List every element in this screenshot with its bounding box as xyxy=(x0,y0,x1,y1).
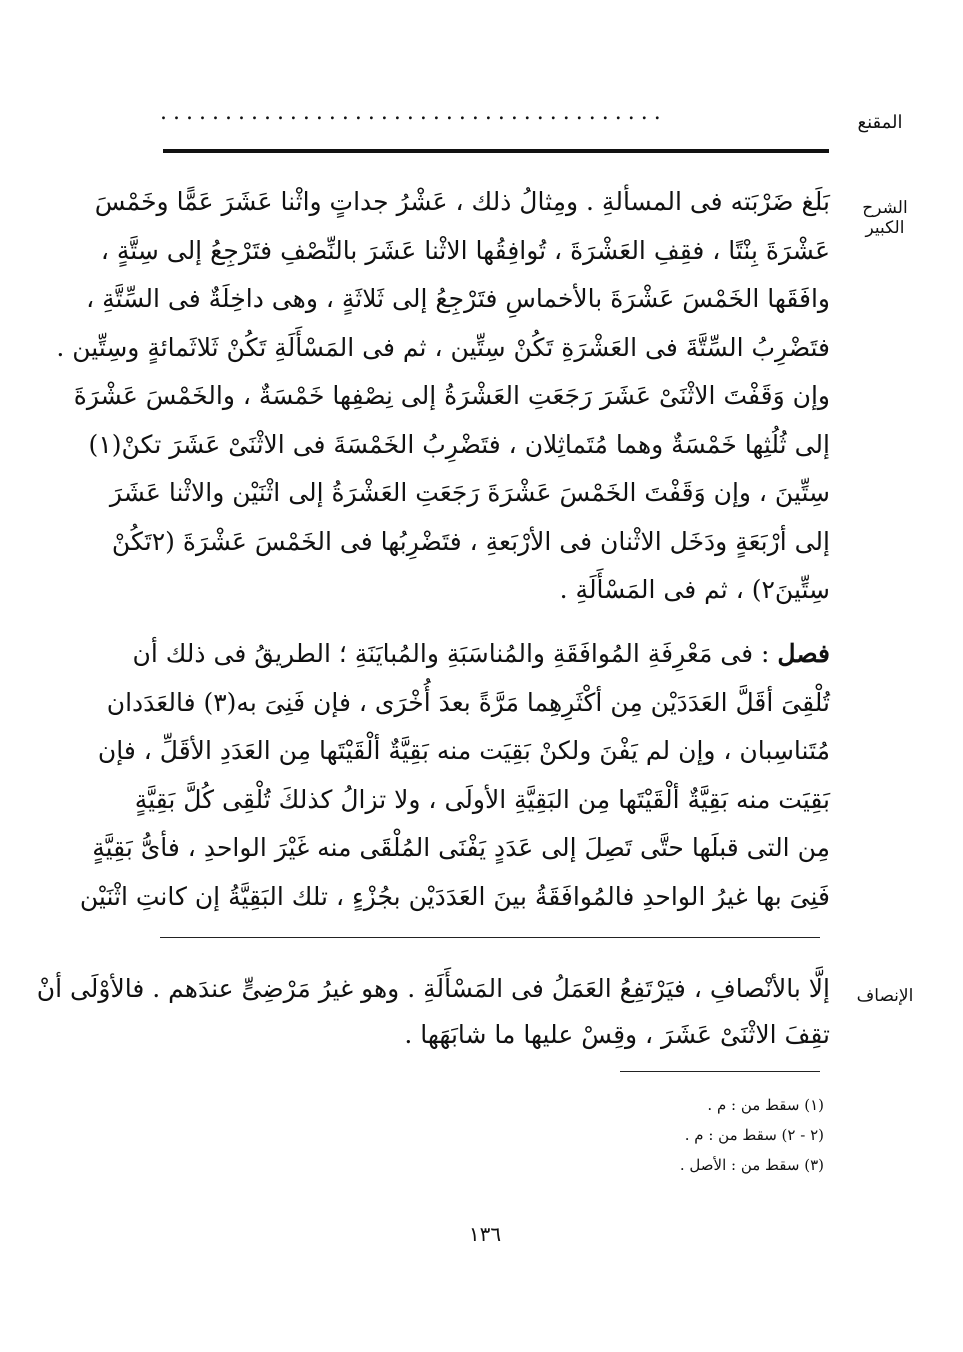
text-line: إلَّا بالأنْصافِ ، فيَرْتَفِعُ العَمَلُ فى المَسْأَلَةِ . وهو غيرُ مَرْضِىٍّ عندَهم . فالأوْلَى أنْ xyxy=(36,974,830,1003)
text-line: فَنِىَ بها غيرُ الواحدِ فالمُوافَقَةُ بينَ العَدَدَيْن بجُزْءٍ ، تلك البَقِيَّةُ إن كانتِ اثْنَيْن xyxy=(79,881,830,911)
header-title: المقنع xyxy=(857,112,903,133)
insaf-text xyxy=(36,966,830,1058)
footnotes xyxy=(560,1090,824,1180)
footnote-2: (٢ - ٢) سقط من : م . xyxy=(684,1126,824,1144)
fasl-line-text: : فى مَعْرِفَةِ المُوافَقَةِ والمُناسَبَةِ والمُبايَنَةِ ؛ الطريقُ فى ذلك أن xyxy=(132,639,770,668)
side-label-insaf: الإنصاف xyxy=(856,986,914,1006)
side-label-sharh: الشرح الكبير xyxy=(862,198,908,238)
text-line: فتَضْرِبُ السِّتَّةَ فى العَشْرَةِ تَكُنْ سِتِّين ، ثم فى المَسْأَلَةِ تَكُنْ ثَلاثَمائةٍ وسِتِّين . xyxy=(56,332,830,362)
fasl-heading: فصل xyxy=(777,639,830,668)
page-number: ١٣٦ xyxy=(468,1222,502,1246)
fasl-section xyxy=(79,630,830,921)
main-text xyxy=(56,178,830,615)
text-line: تُلْقِىَ أقَلَّ العَدَدَيْن مِن أكْثَرِهِما مَرَّةً بعدَ أُخْرَى ، فإن فَنِىَ به(٣) فالعَدَدان xyxy=(106,687,830,717)
text-line: عَشْرَةَ بِنْتًا ، فقِفِ العَشْرَةَ ، تُوافِقُها الاثْنا عَشَرَ بالنِّصْفِ فتَرْجِعُ إلى سِتَّةٍ ، xyxy=(100,235,830,265)
section-divider xyxy=(160,937,820,938)
footnote-3: (٣) سقط من : الأصل . xyxy=(679,1156,824,1174)
text-line: مُتَناسِبان ، وإن لم يَفْنَ ولكنْ بَقِيَت منه بَقِيَّةٌ ألْقَيْتَها مِن العَدَدِ الأقَلِّ ، فإن xyxy=(97,736,830,765)
text-line: مِن التى قبلَها حتَّى تَصِلَ إلى عَدَدٍ يَفْنَى المُلْقَى منه غَيْرَ الواحدِ ، فأىُّ بَقِيَّةٍ xyxy=(92,833,830,862)
text-line: وافَقَها الخَمْسَ عَشْرَةَ بالأخماسِ فتَرْجِعُ إلى ثَلاثَةٍ ، وهى داخِلَةٌ فى السِّتَّةِ ، xyxy=(86,284,830,313)
footnote-rule xyxy=(620,1071,820,1072)
text-line: بَقِيَت منه بَقِيَّةٌ ألْقَيْتَها مِن البَقِيَّةِ الأولَى ، ولا تزالُ كذلكَ تُلْقِى كُلَّ بَقِيَّةٍ xyxy=(134,784,830,814)
text-line: تقِفَ الاثْنَىْ عَشَرَ ، وقِسْ عليها ما شابَهَها . xyxy=(404,1020,830,1049)
fasl-first-line xyxy=(132,630,830,679)
text-line: إلى ثُلُثِها خَمْسَةٌ وهما مُتَماثِلان ، فتَضْرِبُ الخَمْسَةَ فى الاثْنَىْ عَشَرَ تكنْ(١) xyxy=(88,429,830,459)
header-dotted-leader: ....................................... xyxy=(160,100,667,125)
text-line: سِتِّينَ ، وإن وَقَفْتَ الخَمْسَ عَشْرَةَ رَجَعَتِ العَشْرَةُ إلى اثْنَيْن والاثْنا عَشَرَ xyxy=(109,478,830,507)
header-rule xyxy=(163,149,829,153)
text-line: وإن وَقَفْتَ الاثْنَىْ عَشَرَ رَجَعَتِ العَشْرَةُ إلى نِصْفِها خَمْسَةٌ ، والخَمْسَ عَشْرَةَ xyxy=(73,381,830,410)
text-line: إلى أرْبَعَةٍ ودَخَل الاثْنان فى الأرْبَعةِ ، فتَضْرِبُها فى الخَمْسَ عَشْرَةَ (٢تَكُنْ xyxy=(111,526,830,556)
footnote-1: (١) سقط من : م . xyxy=(707,1096,824,1114)
text-line: بَلَغ ضَرْبَته فى المسألةِ . ومِثالُ ذلك ، عَشْرُ جداتٍ واثْنا عَشَرَ عَمًّا وخَمْسَ xyxy=(94,187,830,216)
text-line: سِتِّينَ٢) ، ثم فى المَسْأَلَةِ . xyxy=(559,575,830,604)
